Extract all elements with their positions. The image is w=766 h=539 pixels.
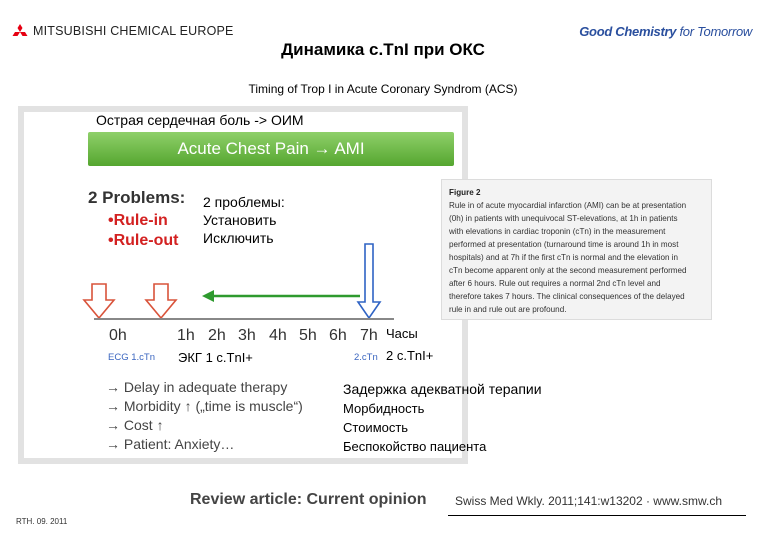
ru-consequence-item: Стоимость [343, 420, 409, 435]
problems-title: 2 Problems: [88, 188, 186, 207]
consequence-item: → Morbidity ↑ („time is muscle“) [106, 398, 303, 414]
ru-problems-line: 2 проблемы: [203, 194, 285, 210]
ru-ecg-label: ЭКГ 1 с.TnI+ [178, 350, 253, 365]
ru-consequence-item: Беспокойство пациента [343, 439, 487, 454]
timeline-tick: 2h [208, 327, 226, 344]
consequence-item: → Cost ↑ [106, 417, 164, 433]
company-name: MITSUBISHI CHEMICAL EUROPE [33, 24, 234, 38]
page-subtitle: Timing of Trop I in Acute Coronary Syndrom (ACS) [248, 82, 518, 96]
figure-caption-box [441, 179, 712, 320]
tagline-logo [579, 24, 752, 39]
bullet-icon: •Rule-in [108, 212, 168, 229]
figure-line: after 6 hours. Rule out requires a normal 2nd cTn level and [449, 279, 661, 288]
timeline-tick: 0h [109, 327, 127, 344]
ru-consequences-list [343, 380, 542, 456]
ru-ctn2-label: 2 с.TnI+ [386, 348, 434, 363]
figure-line: therefore takes 7 hours. The clinical consequences of the delayed [449, 292, 685, 301]
tagline-bold: Good Chemistry [579, 24, 677, 39]
timeline-tick: 5h [299, 327, 317, 344]
figure-line: Rule in of acute myocardial infarction (AMI) can be at presentation [449, 201, 687, 210]
ru-problems-line: Установить [203, 212, 277, 228]
tagline-rest: for Tomorrow [676, 24, 752, 39]
timeline-tick: 3h [238, 327, 256, 344]
figure-line: (0h) in patients with unequivocal ST-elevations, at 1h in patients [449, 214, 678, 223]
ru-problems [203, 193, 285, 247]
hours-label: Часы [386, 326, 418, 341]
timeline-tick: 4h [269, 327, 287, 344]
left-arrow-icon [202, 290, 360, 302]
citation-text: Swiss Med Wkly. 2011;141:w13202 · www.smw.ch [455, 494, 722, 508]
figure-line: cTn become apparent only at the second measurement performed [449, 266, 687, 275]
ru-consequence-item: Морбидность [343, 401, 425, 416]
down-arrow-icon [146, 284, 176, 318]
ru-consequence-item: Задержка адекватной терапии [343, 381, 542, 397]
timeline-tick: 6h [329, 327, 347, 344]
consequences-list [106, 378, 303, 454]
timeline-axis [94, 318, 394, 320]
ru-problems-line: Исключить [203, 230, 274, 246]
down-arrow-icon [358, 244, 380, 318]
citation-underline [448, 515, 746, 516]
page-title: Динамика с.TnI при ОКС [281, 40, 485, 59]
review-article-label: Review article: Current opinion [190, 491, 427, 508]
figure-title: Figure 2 [449, 188, 481, 197]
footer-date: RTH. 09. 2011 [16, 517, 68, 526]
consequence-item: → Patient: Anxiety… [106, 436, 235, 452]
ctn2-label: 2.cTn [354, 352, 378, 363]
down-arrow-icon [84, 284, 114, 318]
figure-line: with elevations in cardiac troponin (cTn) in the measurement [449, 227, 666, 236]
ru-heading: Острая сердечная боль -> ОИМ [96, 112, 304, 128]
acute-chest-pain-bar: Acute Chest Pain → AMI [88, 132, 454, 166]
figure-line: rule in and rule out are profound. [449, 305, 567, 314]
figure-line: hospitals) and at 7h if the first cTn is normal and the elevation in [449, 253, 678, 262]
problem-rule-in-label [108, 212, 168, 229]
timeline-arrows [80, 240, 400, 330]
problem-rule-in [108, 212, 168, 230]
consequence-item: → Delay in adequate therapy [106, 379, 288, 395]
timeline-tick: 7h [360, 327, 378, 344]
figure-line: performed at presentation (turnaround time is around 1h in most [449, 240, 679, 249]
mitsubishi-diamonds-icon [12, 24, 28, 38]
ecg-label: ECG 1.cTn [108, 352, 155, 363]
bullet-icon: •Rule-out [108, 232, 179, 249]
timeline-tick: 1h [177, 327, 195, 344]
company-logo [12, 24, 234, 38]
